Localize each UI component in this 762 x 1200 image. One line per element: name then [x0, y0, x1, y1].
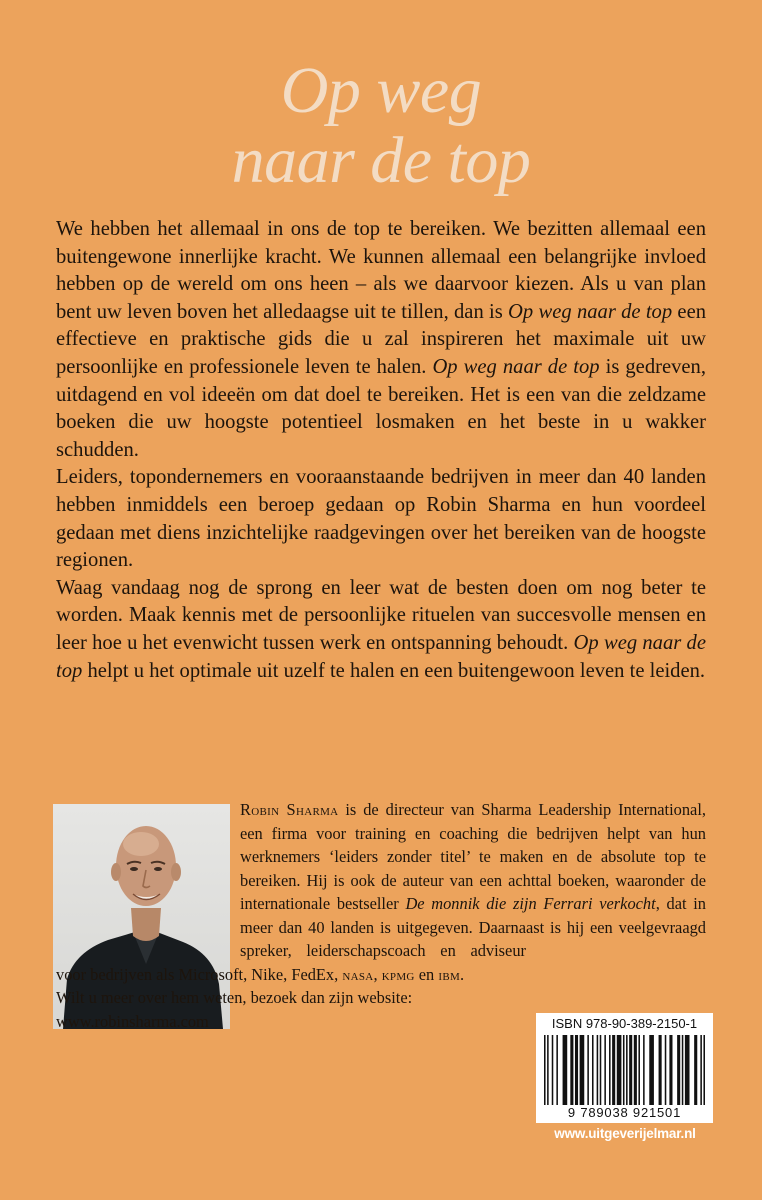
barcode — [536, 1013, 713, 1123]
blurb-p1-text-a: We hebben het allemaal in ons de top te bereiken. We bezitten allemaal een buitengewone innerlijke kracht. We kunnen allemaal een belangrijke invloed hebben op de wereld om ons heen – als we daarvoor kiezen. Als u van plan bent uw leven boven het alledaagse uit te tillen, dan is — [56, 218, 706, 323]
book-title — [0, 56, 762, 196]
blurb-p3-text-a: Waag vandaag nog de sprong en leer wat de besten doen om nog beter te worden. Maak kennis met de persoonlijke rituelen van succesvolle mensen en leer hoe u het evenwicht tussen werk en ontspanning behoudt. — [56, 576, 706, 654]
barcode-bar — [669, 1035, 672, 1105]
barcode-bar — [552, 1035, 554, 1105]
bio-book-title: De monnik die zijn Ferrari verkocht — [405, 894, 656, 913]
bio-ibm: ibm — [438, 964, 461, 984]
blurb-paragraph-1 — [56, 216, 706, 464]
barcode-digits: 9 789038 921501 — [567, 1105, 682, 1120]
title-line-1: Op weg — [280, 54, 482, 127]
barcode-space — [526, 962, 706, 1018]
barcode-bar — [703, 1035, 705, 1105]
blurb-p1-text-c: een effectieve en praktische gids die u zal inspireren het maximale uit uw persoonlijke en professionele leven te halen. — [56, 300, 707, 378]
blurb-p1-text-e: is gedreven, uitdagend en vol ideeën om dat doel te bereiken. Het is een van die zeldzame boeken die uw hoogste potentieel losmaken en het beste in u wakker schudden. — [56, 355, 706, 461]
barcode-bar — [694, 1035, 697, 1105]
author-website: www.robinsharma.com — [56, 1011, 209, 1031]
barcode-bar — [612, 1035, 615, 1105]
barcode-bar — [563, 1035, 568, 1105]
barcode-bars — [544, 1035, 705, 1105]
bio-end: . — [460, 964, 465, 984]
barcode-bar — [623, 1035, 625, 1105]
barcode-bar — [638, 1035, 640, 1105]
barcode-bar — [659, 1035, 662, 1105]
bio-nasa: nasa — [342, 964, 374, 984]
publisher-website: www.uitgeverijelmar.nl — [554, 1126, 696, 1141]
author-name: Robin Sharma — [240, 800, 339, 819]
title-line-2: naar de top — [231, 124, 531, 197]
barcode-bar — [570, 1035, 573, 1105]
isbn-label: ISBN 978-90-389-2150-1 — [551, 1016, 698, 1031]
barcode-bar — [617, 1035, 622, 1105]
barcode-bar — [682, 1035, 684, 1105]
website-line: Wilt u meer over hem weten, bezoek dan zijn website: — [56, 988, 413, 1007]
bio-kpmg: kpmg — [381, 964, 415, 984]
barcode-bar — [634, 1035, 637, 1105]
blurb-paragraph-2: Leiders, topondernemers en vooraanstaande bedrijven in meer dan 40 landen hebben inmiddels een beroep gedaan op Robin Sharma en hun voordeel gedaan met diens inzichtelijke raadgevingen over het bereiken van de hoogste regionen. — [56, 466, 706, 572]
barcode-bar — [592, 1035, 594, 1105]
bio-separator-2: en — [414, 964, 439, 984]
barcode-bar — [600, 1035, 602, 1105]
photo-space — [56, 798, 240, 961]
bio-text-a: is de directeur van Sharma Leadership International, een firma voor training en coaching die bedrijven helpt van hun werknemers ‘leiders zonder titel’ te maken en de absolute top te bereiken. Hij is ook de auteur van een achttal boeken, waaronder de internationale bestseller — [240, 800, 706, 913]
blurb-p1-title-ref-2: Op weg naar de top — [432, 355, 600, 378]
barcode-bar — [685, 1035, 690, 1105]
barcode-bar — [626, 1035, 628, 1105]
barcode-bar — [643, 1035, 645, 1105]
barcode-bar — [547, 1035, 549, 1105]
barcode-bar — [677, 1035, 680, 1105]
barcode-bar — [700, 1035, 702, 1105]
barcode-bar — [587, 1035, 589, 1105]
barcode-bar — [665, 1035, 667, 1105]
barcode-bar — [556, 1035, 558, 1105]
barcode-bar — [604, 1035, 606, 1105]
barcode-bar — [575, 1035, 578, 1105]
barcode-bar — [629, 1035, 632, 1105]
barcode-bar — [609, 1035, 611, 1105]
barcode-bar — [649, 1035, 654, 1105]
bio-separator-1: , — [373, 964, 382, 984]
barcode-bar — [544, 1035, 546, 1105]
blurb-p1-title-ref-1: Op weg naar de top — [508, 300, 673, 323]
barcode-bar — [580, 1035, 585, 1105]
author-bio — [56, 798, 706, 1033]
blurb-paragraph-3 — [56, 575, 706, 685]
blurb-p3-text-c: helpt u het optimale uit uzelf te halen en een buitengewoon leven te leiden. — [82, 659, 706, 682]
bio-text-b: , dat in meer dan 40 landen is uitgegeven. Daarnaast is hij een veelgevraagd spreker, leiderschapscoach en adviseur voor bedrijven als Microsoft, Nike, FedEx, — [56, 894, 706, 984]
blurb-text — [56, 216, 706, 685]
barcode-bar — [597, 1035, 599, 1105]
blurb-p3-title-ref: Op weg naar de top — [56, 631, 706, 682]
